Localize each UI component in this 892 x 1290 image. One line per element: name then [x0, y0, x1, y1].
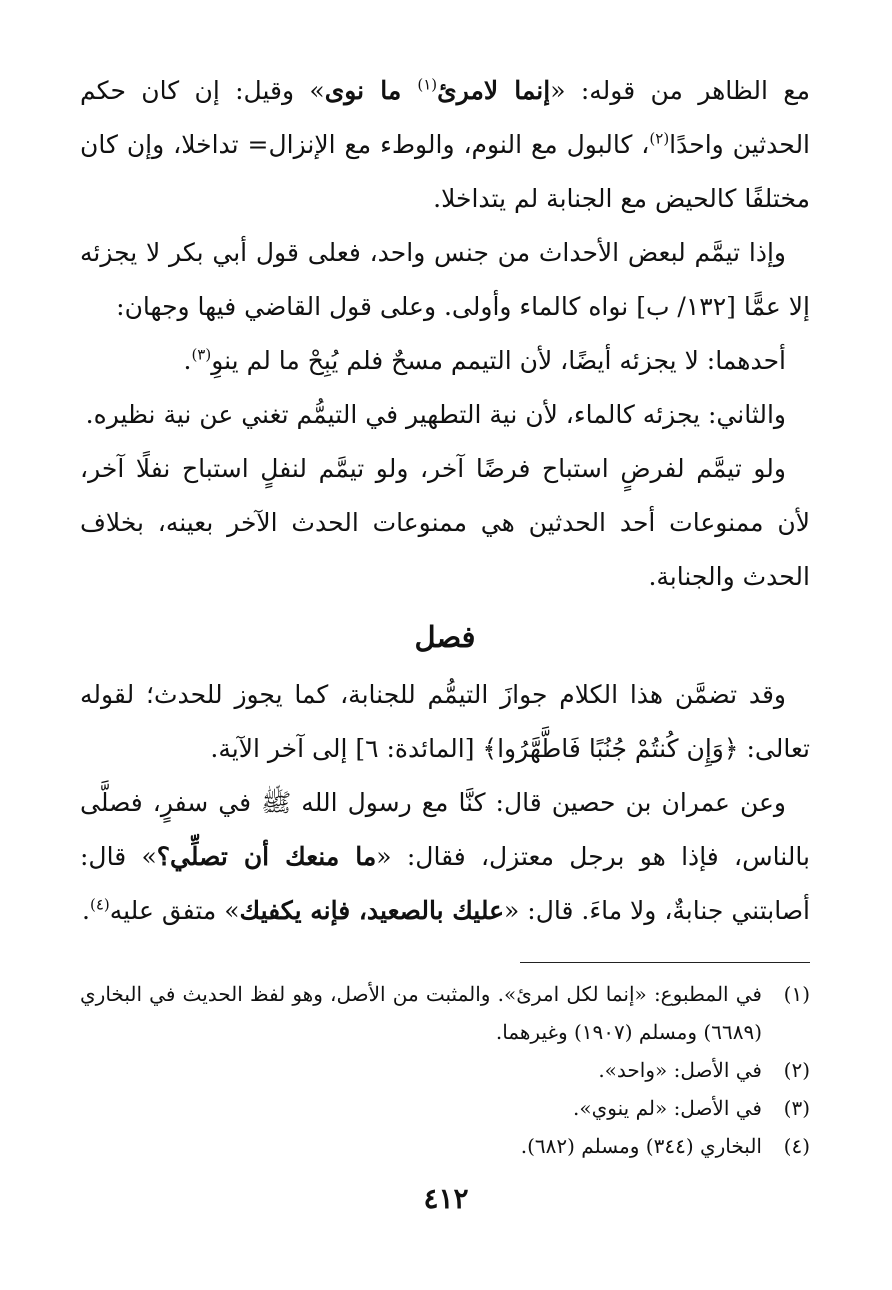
- footnote-text: في الأصل: «لم ينوي».: [573, 1096, 762, 1120]
- text-segment: » متفق عليه: [109, 896, 240, 925]
- paragraph: [80, 668, 810, 776]
- text-segment: وعن عمران بن حصين قال: كنَّا مع رسول الله ﷺ في سفرٍ، فصلَّى بالناس، فإذا هو برجل معتزل، فقال: «: [80, 788, 810, 871]
- footnote-number: (٤): [783, 1134, 810, 1158]
- footnote-number: (٣): [783, 1096, 810, 1120]
- text-segment: أحدهما: لا يجزئه أيضًا، لأن التيمم مسحٌ فلم يُبِحْ ما لم ينوِ: [211, 346, 786, 375]
- paragraph: [80, 64, 810, 226]
- footnote-marker: (٤): [89, 895, 110, 914]
- footnote-number: (٢): [783, 1058, 810, 1082]
- footnote-number: (١): [783, 982, 810, 1006]
- footnote-separator: [520, 962, 810, 963]
- text-segment: وإذا تيمَّم لبعض الأحداث من جنس واحد، فعلى قول أبي بكر لا يجزئه إلا عمًّا [١٣٢/ ب] نواه كالماء وأولى. وعلى قول القاضي فيها وجهان:: [80, 238, 810, 321]
- footnote-marker: (١): [417, 75, 438, 94]
- footnote: [80, 1051, 810, 1089]
- footnote-marker: (٢): [649, 129, 670, 148]
- section-paragraphs: [80, 668, 810, 938]
- paragraph: [80, 442, 810, 604]
- hadith-quote: عليك بالصعيد، فإنه يكفيك: [239, 896, 505, 925]
- footnote-text: في المطبوع: «إنما لكل امرئ». والمثبت من الأصل، وهو لفظ الحديث في البخاري (٦٦٨٩) ومسلم (١٩٠٧) وغيرهما.: [80, 982, 762, 1044]
- main-text: [80, 64, 810, 938]
- text-segment: » وقيل: إن كان حكم الحدثين واحدًا: [80, 76, 811, 159]
- text-segment: ولو تيمَّم لفرضٍ استباح فرضًا آخر، ولو تيمَّم لنفلٍ استباح نفلًا آخر، لأن ممنوعات أحد الحدثين هي ممنوعات الحدث الآخر بعينه، بخلاف الحدث والجنابة.: [80, 454, 810, 591]
- text-segment: » قال: أصابتني جنابةٌ، ولا ماءَ. قال: «: [80, 842, 810, 925]
- footnote-text: في الأصل: «واحد».: [598, 1058, 762, 1082]
- paragraph: [80, 226, 810, 334]
- text-segment: مع الظاهر من قوله: «: [550, 76, 810, 105]
- text-segment: .: [183, 346, 192, 375]
- footnotes: [80, 975, 810, 1165]
- footnote: [80, 975, 810, 1051]
- footnote: [80, 1089, 810, 1127]
- paragraph: [80, 388, 810, 442]
- page-number: ٤١٢: [423, 1182, 469, 1215]
- paragraph: [80, 776, 810, 938]
- text-segment: .: [82, 896, 90, 925]
- paragraphs: [80, 64, 810, 604]
- hadith-quote: ما نوى: [324, 76, 418, 105]
- footnote-marker: (٣): [191, 345, 212, 364]
- footnote: [80, 1127, 810, 1165]
- footnote-text: البخاري (٣٤٤) ومسلم (٦٨٢).: [520, 1134, 762, 1158]
- hadith-quote: إنما لامرئ: [437, 76, 551, 105]
- text-segment: وقد تضمَّن هذا الكلام جوازَ التيمُّم للجنابة، كما يجوز للحدث؛ لقوله تعالى: ﴿وَإِن كُنتُمْ جُنُبًا فَاطَّهَّرُوا﴾ [المائدة: ٦] إلى آخر الآية.: [80, 680, 810, 763]
- text-segment: ، كالبول مع النوم، والوطء مع الإنزال= تداخلا، وإن كان مختلفًا كالحيض مع الجنابة لم يتداخلا.: [80, 130, 810, 213]
- hadith-quote: ما منعك أن تصلِّي؟: [156, 842, 377, 871]
- section-heading: فصل: [414, 620, 476, 654]
- text-segment: والثاني: يجزئه كالماء، لأن نية التطهير في التيمُّم تغني عن نية نظيره.: [85, 400, 786, 429]
- paragraph: [80, 334, 810, 388]
